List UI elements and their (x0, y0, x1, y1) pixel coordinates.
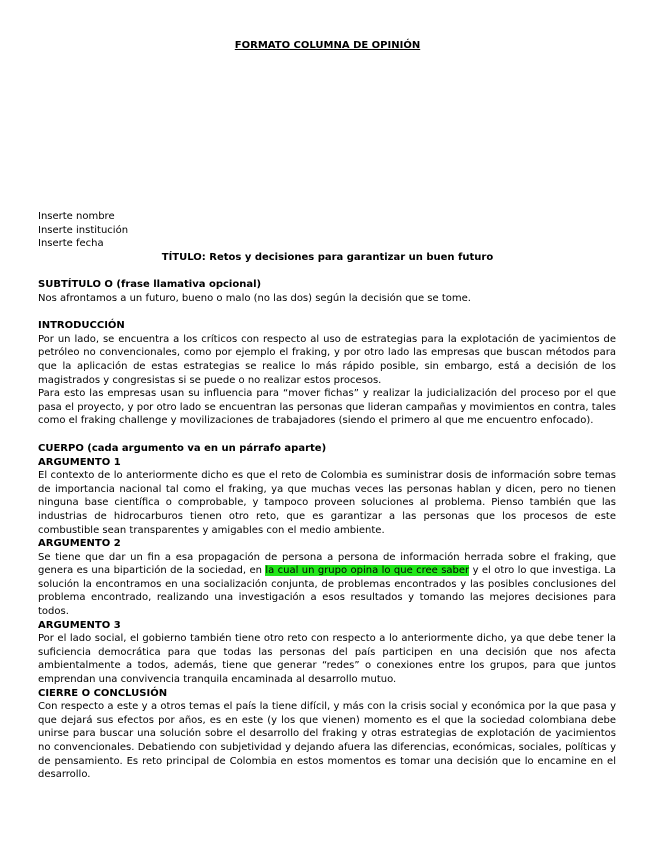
argument-2-text-after: y el otro lo que investiga. La solución la encontramos en una socialización conjunta, de problemas encontrados y las posibles conclusiones del problema encontrado, realizando una investigación a esos resultados y tomando las mejores decisiones para todos. (38, 565, 617, 618)
essay-body (38, 278, 616, 782)
author-institution-placeholder: Inserte institución (38, 224, 129, 236)
conclusion-text: Con respecto a este y a otros temas el país la tiene difícil, y más con la crisis social y económica por la que pasa y que dejará sus efectos por años, es en este (y los que vienen) momento es el que la sociedad colombiana debe unirse para buscar una solución sobre el desarrollo del fraking y otras estrategias de explotación de yacimientos no convencionales. Debatiendo con subjetividad y dejando afuera las diferencias, económicas, sociales, políticas y de pensamiento. Es reto principal de Colombia en estos momentos es tomar una decisión que lo encamine en el desarrollo. (38, 701, 616, 781)
essay-title: TÍTULO: Retos y decisiones para garantizar un buen futuro (161, 252, 494, 263)
argument-3-heading: ARGUMENTO 3 (38, 619, 121, 631)
author-date-placeholder: Inserte fecha (38, 238, 104, 250)
introduction-heading: INTRODUCCIÓN (38, 320, 125, 332)
subtitle-heading: SUBTÍTULO O (frase llamativa opcional) (38, 279, 262, 290)
argument-1-heading: ARGUMENTO 1 (38, 456, 121, 468)
section-spacer (38, 305, 616, 319)
introduction-paragraph-2: Para esto las empresas usan su influencia para “mover fichas” y realizar la judicialización del proceso por el que pasa el proyecto, y por otro lado se encuentran las personas que lideran campañas y movimientos en contra, tales como el fraking challenge y movilizaciones de trabajadores (siendo el primero al que me encuentro enfocado). (38, 388, 616, 427)
argument-3-text: Por el lado social, el gobierno también tiene otro reto con respecto a lo anteriormente dicho, ya que debe tener la suficiencia democrática para que todas las personas del país participen en una decisión que nos afecta ambientalmente a todos, además, tiene que generar “redes” o conexiones entre los grupos, para que juntos emprendan una convivencia tranquila encaminada al desarrollo mutuo. (38, 633, 616, 686)
argument-2-text-before: Se tiene que dar un fin a esa propagación de persona a persona de información herrada sobre el fraking, que genera es una bipartición de la sociedad, en (38, 551, 616, 577)
argument-1-text: El contexto de lo anteriormente dicho es que el reto de Colombia es suministrar dosis de información sobre temas de importancia nacional tal como el fraking, ya que muchas veces las personas hablan y dicen, pero no tienen ninguna base científica o comprobable, y tampoco proveen soluciones al problema. Pienso también que las industrias de hidrocarburos tienen otro reto, que es garantizar a las personas que los procesos de este combustible sean transparentes y amigables con el medio ambiente. (38, 470, 616, 536)
subtitle-text: Nos afrontamos a un futuro, bueno o malo (no las dos) según la decisión que se tome. (38, 292, 471, 304)
body-heading: CUERPO (cada argumento va en un párrafo aparte) (38, 442, 327, 454)
author-name-placeholder: Inserte nombre (38, 211, 115, 222)
author-block (38, 210, 618, 251)
argument-2-highlighted-text: la cual un grupo opina lo que cree saber (265, 565, 470, 577)
argument-2-text (38, 551, 616, 619)
section-spacer (38, 428, 616, 442)
introduction-paragraph-1: Por un lado, se encuentra a los críticos con respecto al uso de estrategias para la explotación de yacimientos de petróleo no convencionales, como por ejemplo el fraking, y por otro lado las empresas que buscan métodos para que la aplicación de estas estrategias se realice lo más rápido posible, sin embargo, está a decisión de los magistrados y congresistas si se puede o no realizar estos procesos. (38, 333, 616, 386)
conclusion-heading: CIERRE O CONCLUSIÓN (38, 687, 168, 699)
format-title: FORMATO COLUMNA DE OPINIÓN (234, 40, 421, 51)
argument-2-heading: ARGUMENTO 2 (38, 538, 121, 550)
